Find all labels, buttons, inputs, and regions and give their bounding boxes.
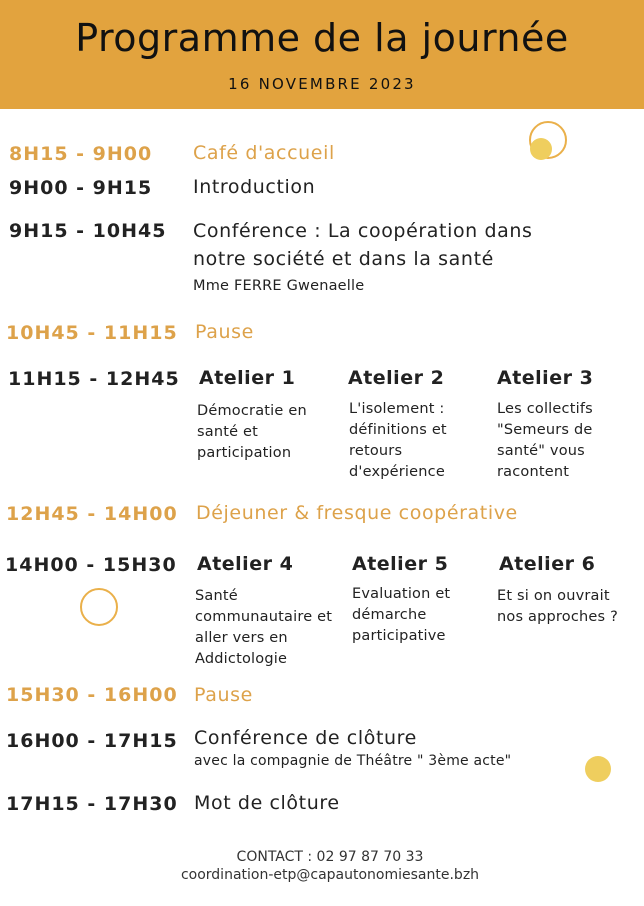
workshop-description: Evaluation et démarche participative: [352, 586, 451, 644]
time-slot: 15H30 - 16H00: [6, 684, 178, 706]
workshop-description: L'isolement : définitions et retours d'expérience: [349, 401, 447, 480]
decorative-ring-icon: [80, 588, 118, 626]
session-label: Café d'accueil: [193, 142, 335, 164]
workshop-title: Atelier 5: [352, 553, 449, 575]
workshop-description: Démocratie en santé et participation: [197, 403, 307, 461]
workshop-description: Et si on ouvrait nos approches ?: [497, 588, 618, 625]
session-label: Introduction: [193, 176, 316, 198]
session-label: Déjeuner & fresque coopérative: [196, 502, 518, 524]
time-slot: 11H15 - 12H45: [8, 368, 180, 390]
decorative-dot-icon: [585, 756, 611, 782]
workshop-title: Atelier 1: [199, 367, 296, 389]
decorative-dot-icon: [530, 138, 552, 160]
time-slot: 9H00 - 9H15: [9, 177, 153, 199]
time-slot: 8H15 - 9H00: [9, 143, 153, 165]
workshop-title: Atelier 3: [497, 367, 594, 389]
session-label: Mot de clôture: [194, 792, 340, 814]
time-slot: 16H00 - 17H15: [6, 730, 178, 752]
header-banner: [0, 0, 644, 109]
workshop-title: Atelier 2: [348, 367, 445, 389]
speaker-name: Mme FERRE Gwenaelle: [193, 278, 365, 294]
time-slot: 14H00 - 15H30: [5, 554, 177, 576]
session-label: Pause: [194, 684, 253, 706]
contact-phone: CONTACT : 02 97 87 70 33: [236, 849, 424, 865]
workshop-title: Atelier 6: [499, 553, 596, 575]
time-slot: 17H15 - 17H30: [6, 793, 178, 815]
workshop-description: Les collectifs "Semeurs de santé" vous racontent: [497, 401, 593, 480]
time-slot: 12H45 - 14H00: [6, 503, 178, 525]
session-label: Pause: [195, 321, 254, 343]
session-subtitle: avec la compagnie de Théâtre " 3ème acte": [194, 753, 512, 769]
event-date: 16 NOVEMBRE 2023: [228, 75, 416, 93]
session-label: notre société et dans la santé: [193, 248, 494, 270]
workshop-description: Santé communautaire et aller vers en Addictologie: [195, 588, 333, 667]
contact-email[interactable]: coordination-etp@capautonomiesante.bzh: [180, 867, 480, 883]
workshop-title: Atelier 4: [197, 553, 294, 575]
session-label: Conférence de clôture: [194, 727, 417, 749]
session-label: Conférence : La coopération dans: [193, 220, 533, 242]
time-slot: 10H45 - 11H15: [6, 322, 178, 344]
time-slot: 9H15 - 10H45: [9, 220, 167, 242]
page-title: Programme de la journée: [75, 16, 569, 60]
